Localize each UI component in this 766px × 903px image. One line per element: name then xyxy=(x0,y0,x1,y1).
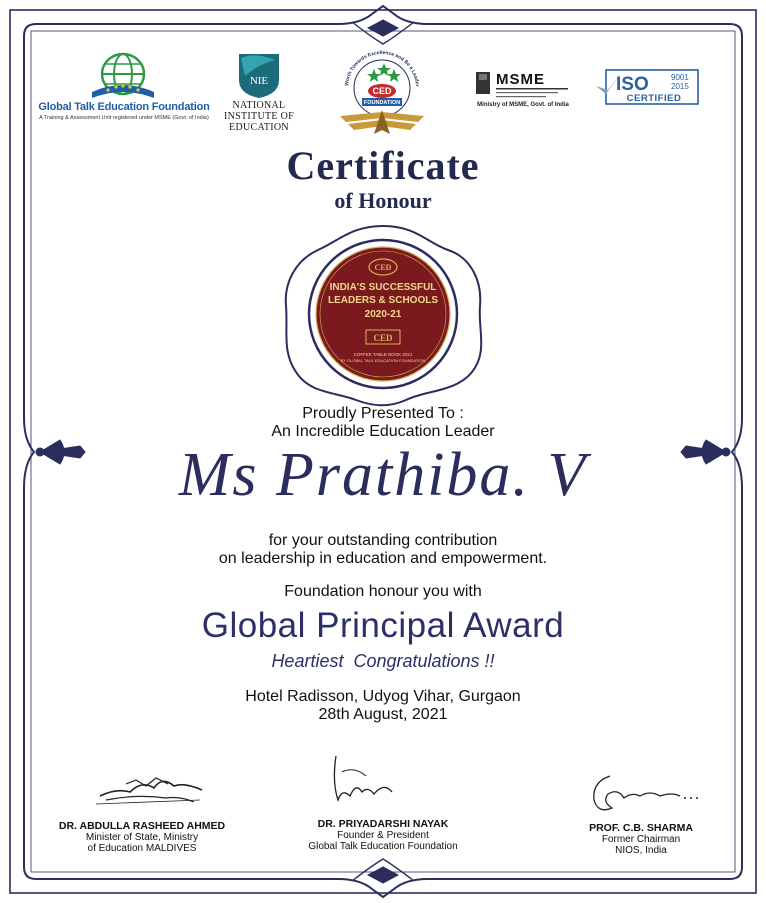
recipient-name: Ms Prathiba. V xyxy=(178,441,588,509)
signatory-1-role: Minister of State, Ministry xyxy=(85,832,199,843)
signatory-3-role: Former Chairman xyxy=(601,834,681,845)
contribution-line-2: on leadership in education and empowerment. xyxy=(218,550,548,567)
svg-text:CED: CED xyxy=(372,86,392,96)
svg-text:FOUNDATION: FOUNDATION xyxy=(363,100,401,106)
signature-1-icon xyxy=(96,770,206,812)
svg-text:INDIA'S SUCCESSFUL: INDIA'S SUCCESSFUL xyxy=(329,282,437,293)
svg-text:MSME: MSME xyxy=(496,71,545,88)
venue: Hotel Radisson, Udyog Vihar, Gurgaon xyxy=(245,688,521,705)
signature-3-icon xyxy=(588,768,700,820)
nie-shield-icon xyxy=(235,50,283,100)
award-seal xyxy=(276,222,490,408)
signatory-2-name: DR. PRIYADARSHI NAYAK xyxy=(317,818,449,830)
nie-abbr: NIE xyxy=(249,75,269,87)
svg-text:9001: 9001 xyxy=(671,73,689,82)
signatory-3-org: NIOS, India xyxy=(615,845,667,856)
signatory-3 xyxy=(556,822,726,856)
nie-caption: NATIONAL INSTITUTE OF EDUCATION xyxy=(224,100,294,133)
svg-text:CERTIFIED: CERTIFIED xyxy=(626,93,682,104)
contribution-line-1: for your outstanding contribution xyxy=(268,532,498,549)
award-title: Global Principal Award xyxy=(201,606,565,645)
bottom-ornament xyxy=(338,859,428,897)
presented-to-label: Proudly Presented To : xyxy=(302,405,464,422)
globe-logo-icon xyxy=(88,52,158,102)
svg-text:BY GLOBAL TALK EDUCATION FOUND: BY GLOBAL TALK EDUCATION FOUNDATION xyxy=(340,358,426,363)
svg-text:Worth Towards Excellence and B: Worth Towards Excellence and Be a Leader xyxy=(344,49,420,87)
gtef-logo-name: Global Talk Education Foundation xyxy=(38,101,210,113)
svg-text:ISO: ISO xyxy=(616,74,649,95)
honour-line: Foundation honour you with xyxy=(284,583,482,600)
svg-text:2020-21: 2020-21 xyxy=(364,309,402,320)
congratulations-text: Heartiest Congratulations !! xyxy=(271,651,495,671)
svg-text:LEADERS & SCHOOLS: LEADERS & SCHOOLS xyxy=(327,295,439,306)
svg-text:CED: CED xyxy=(373,333,393,343)
top-ornament xyxy=(338,6,428,44)
signatory-1-org: of Education MALDIVES xyxy=(87,843,197,854)
presented-to-descriptor: An Incredible Education Leader xyxy=(271,423,495,440)
signature-2-icon xyxy=(328,752,398,808)
seal-logo: CED xyxy=(374,263,392,272)
signatory-1 xyxy=(40,820,244,854)
certificate-title: Certificate xyxy=(286,143,480,188)
iso-certified-badge-icon xyxy=(596,68,702,108)
signatory-2 xyxy=(276,818,490,852)
signatory-2-role: Founder & President xyxy=(337,830,429,841)
gtef-logo-subtitle: A Training & Assessment Unit registered under MSME (Govt. of India) xyxy=(39,115,209,121)
msme-caption: Ministry of MSME, Govt. of India xyxy=(477,102,569,108)
signatory-2-org: Global Talk Education Foundation xyxy=(308,841,458,852)
msme-logo-icon xyxy=(474,68,574,102)
event-date: 28th August, 2021 xyxy=(318,706,448,723)
svg-text:2015: 2015 xyxy=(671,82,689,91)
svg-text:COFFEE TABLE BOOK 2021: COFFEE TABLE BOOK 2021 xyxy=(353,352,413,357)
signatory-3-name: PROF. C.B. SHARMA xyxy=(589,822,693,834)
certificate-subtitle: of Honour xyxy=(334,188,432,213)
ced-foundation-logo-icon xyxy=(334,44,430,136)
signatory-1-name: DR. ABDULLA RASHEED AHMED xyxy=(58,820,226,832)
